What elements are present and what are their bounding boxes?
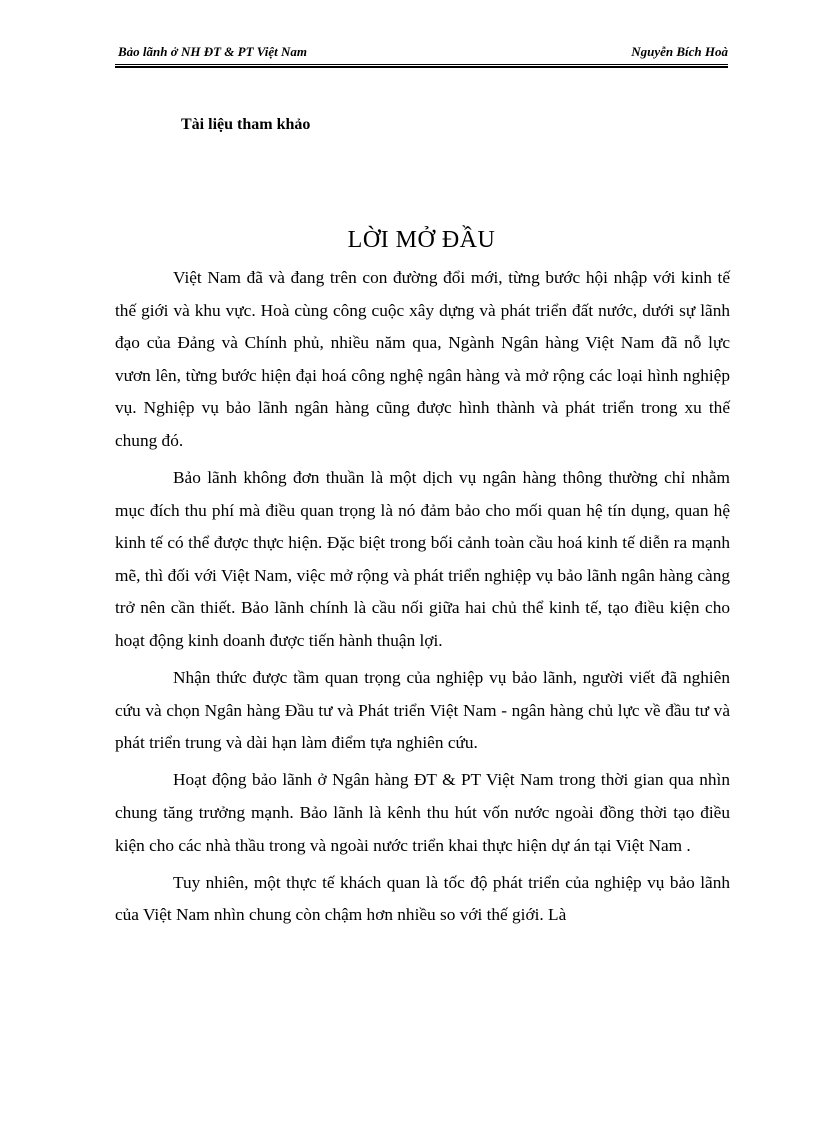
paragraph-2: Bảo lãnh không đơn thuần là một dịch vụ ngân hàng thông thường chỉ nhằm mục đích thu phí mà điều quan trọng là nó đảm bảo cho mối quan hệ tín dụng, quan hệ kinh tế có thể được thực hiện. Đặc biệt trong bối cảnh toàn cầu hoá kinh tế diễn ra mạnh mẽ, thì đối với Việt Nam, việc mở rộng và phát triển nghiệp vụ bảo lãnh ngân hàng càng trở nên cần thiết. Bảo lãnh chính là cầu nối giữa hai chủ thể kinh tế, tạo điều kiện cho hoạt động kinh doanh được tiến hành thuận lợi. bbox=[115, 468, 730, 651]
body-text bbox=[115, 262, 730, 936]
paragraph-4: Hoạt động bảo lãnh ở Ngân hàng ĐT & PT Việt Nam trong thời gian qua nhìn chung tăng trưởng mạnh. Bảo lãnh là kênh thu hút vốn nước ngoài đồng thời tạo điều kiện cho các nhà thầu trong và ngoài nước triển khai thực hiện dự án tại Việt Nam . bbox=[115, 770, 730, 855]
page-title: LỜI MỞ ĐẦU bbox=[347, 227, 496, 253]
paragraph-3: Nhận thức được tầm quan trọng của nghiệp vụ bảo lãnh, người viết đã nghiên cứu và chọn Ngân hàng Đầu tư và Phát triển Việt Nam - ngân hàng chủ lực về đầu tư và phát triển trung và dài hạn làm điểm tựa nghiên cứu. bbox=[115, 668, 730, 753]
paragraph-5: Tuy nhiên, một thực tế khách quan là tốc độ phát triển của nghiệp vụ bảo lãnh của Việt Nam nhìn chung còn chậm hơn nhiều so với thế giới. Là bbox=[115, 872, 730, 925]
header-right-text: Nguyễn Bích Hoà bbox=[631, 44, 728, 59]
paragraph-1: Việt Nam đã và đang trên con đường đổi mới, từng bước hội nhập với kinh tế thế giới và khu vực. Hoà cùng công cuộc xây dựng và phát triển đất nước, dưới sự lãnh đạo của Đảng và Chính phủ, nhiều năm qua, Ngành Ngân hàng Việt Nam đã nỗ lực vươn lên, từng bước hiện đại hoá công nghệ ngân hàng và mở rộng các loại hình nghiệp vụ. Nghiệp vụ bảo lãnh ngân hàng cũng được hình thành và phát triển trong xu thế chung đó. bbox=[115, 268, 730, 450]
page-header bbox=[115, 40, 728, 65]
reference-title: Tài liệu tham khảo bbox=[181, 116, 311, 133]
header-left-text: Bảo lãnh ở NH ĐT & PT Việt Nam bbox=[118, 44, 307, 59]
